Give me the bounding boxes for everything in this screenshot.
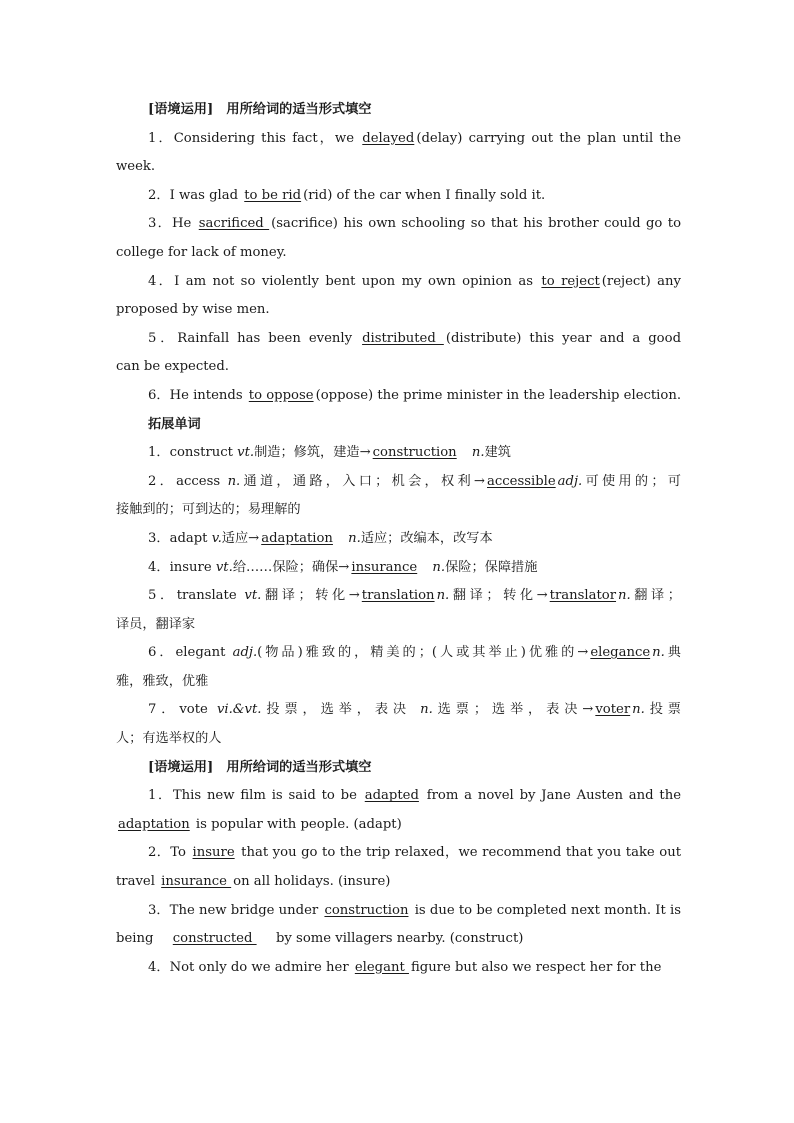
exercise-item-continued: college for lack of money. <box>116 244 287 260</box>
exercise-item: 4．Not only do we admire her elegant figure but also we respect her for the <box>148 959 662 975</box>
exercise-item: 6．He intends to oppose (oppose) the prime minister in the leadership election. <box>148 387 682 403</box>
answer-blank: translation <box>361 588 435 604</box>
vocab-item: 5．translate vt.翻译；转化→ translation n.翻译；转化→ translator n.翻译； <box>148 588 681 604</box>
exercise-item: 2．I was glad to be rid (rid) of the car when I finally sold it. <box>148 187 546 203</box>
answer-blank: adaptation <box>118 816 190 832</box>
answer-blank: adaptation <box>261 530 333 546</box>
exercise-item-continued: week. <box>116 159 156 175</box>
vocab-item-continued: 接触到的；可到达的；易理解的 <box>116 502 301 518</box>
section-header: [语境运用] 用所给词的适当形式填空 <box>148 102 372 117</box>
answer-blank: translator <box>549 588 617 604</box>
answer-blank: accessible <box>487 473 556 489</box>
vocab-item: 4．insure vt.给……保险；确保→ insurance n.保险；保障措施 <box>148 559 538 575</box>
section-header: [语境运用] 用所给词的适当形式填空 <box>148 759 372 775</box>
vocab-item: 3．adapt v.适应→ adaptation n.适应；改编本，改写本 <box>148 530 493 546</box>
vocab-item-continued: 译员，翻译家 <box>116 616 196 632</box>
vocab-item-continued: 雅，雅致，优雅 <box>116 673 209 689</box>
answer-blank: constructed <box>172 931 257 947</box>
answer-blank: sacrificed <box>198 216 270 232</box>
vocab-item: 1．construct vt.制造；修筑，建造→ construction n.建筑 <box>148 445 511 461</box>
answer-blank: delayed <box>362 130 415 146</box>
answer-blank: elegance <box>590 645 651 661</box>
exercise-item-continued: adaptation is popular with people. (adapt) <box>118 816 402 832</box>
vocab-item: 6．elegant adj.(物品)雅致的，精美的；(人或其举止)优雅的→ elegance n.典 <box>148 645 681 661</box>
exercise-item: 1．This new film is said to be adapted from a novel by Jane Austen and the <box>148 788 681 804</box>
answer-blank: to reject <box>541 273 600 289</box>
document-page <box>116 96 681 982</box>
answer-blank: distributed <box>362 330 444 346</box>
answer-blank: insure <box>192 845 235 861</box>
exercise-item: 1．Considering this fact，we delayed (delay) carrying out the plan until the <box>148 130 681 146</box>
exercise-item: 3．The new bridge under construction is due to be completed next month. It is <box>148 902 681 918</box>
exercise-item-continued: can be expected. <box>116 359 229 375</box>
answer-blank: insurance <box>161 874 232 890</box>
exercise-item: 2．To insure that you go to the trip relaxed，we recommend that you take out <box>148 845 681 861</box>
exercise-item: 3．He sacrificed (sacrifice) his own schooling so that his brother could go to <box>148 216 681 232</box>
answer-blank: to oppose <box>248 387 314 403</box>
answer-blank: insurance <box>351 559 418 575</box>
answer-blank: construction <box>372 445 457 461</box>
answer-blank: construction <box>324 902 409 918</box>
answer-blank: elegant <box>354 959 409 975</box>
vocab-item: 7．vote vi.&vt.投票，选举，表决 n.选票；选举，表决→ voter n.投票 <box>148 702 681 718</box>
exercise-item-continued: proposed by wise men. <box>116 302 270 318</box>
exercise-item: 5．Rainfall has been evenly distributed (distribute) this year and a good <box>148 330 681 346</box>
exercise-item: 4．I am not so violently bent upon my own opinion as to reject (reject) any <box>148 273 681 289</box>
answer-blank: voter <box>595 702 631 718</box>
exercise-item-continued: being constructed by some villagers nearby. (construct) <box>116 931 524 947</box>
answer-blank: to be rid <box>244 187 302 203</box>
exercise-item-continued: travel insurance on all holidays. (insure) <box>116 874 391 890</box>
vocab-item: 2．access n.通道，通路，入口；机会，权利→ accessible adj.可使用的；可 <box>148 473 681 489</box>
answer-blank: adapted <box>364 788 419 804</box>
section-header: 拓展单词 <box>148 416 201 432</box>
vocab-item-continued: 人；有选举权的人 <box>116 731 222 747</box>
